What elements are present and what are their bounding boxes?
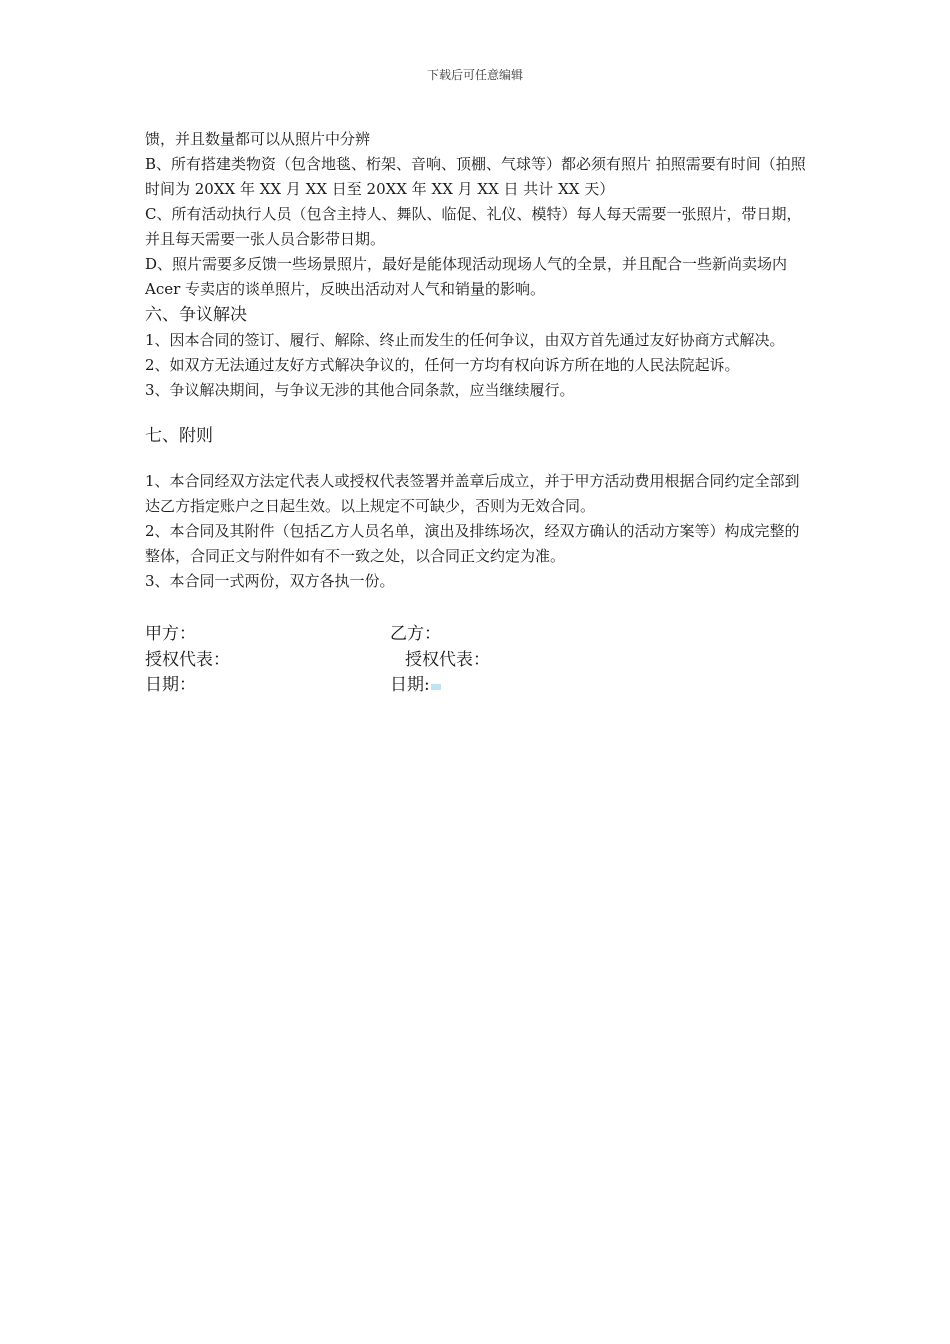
page-header: 下载后可任意编辑 xyxy=(426,68,523,82)
dispute-item-3: 3、争议解决期间，与争议无涉的其他合同条款，应当继续履行。 xyxy=(145,381,575,399)
text-cursor-highlight xyxy=(431,684,441,690)
paragraph-b: B、所有搭建类物资（包含地毯、桁架、音响、顶棚、气球等）都必须有照片 拍照需要有时间（拍照时间为 20XX 年 XX 月 XX 日至 20XX 年 XX 月 XX 日 共计 XX 天） xyxy=(145,155,806,198)
section-title-dispute: 六、争议解决 xyxy=(145,305,247,325)
dispute-item-2: 2、如双方无法通过友好方式解决争议的，任何一方均有权向诉方所在地的人民法院起诉。 xyxy=(145,356,740,374)
party-a-date-label: 日期： xyxy=(145,675,196,695)
signature-block xyxy=(145,622,645,699)
signature-row-party xyxy=(145,622,645,648)
paragraph-d: D、照片需要多反馈一些场景照片，最好是能体现活动现场人气的全景，并且配合一些新尚卖场内 Acer 专卖店的谈单照片，反映出活动对人气和销量的影响。 xyxy=(145,255,788,298)
party-b-label: 乙方： xyxy=(390,624,441,644)
document-body xyxy=(145,127,810,594)
party-a-rep-label: 授权代表： xyxy=(145,649,230,670)
appendix-item-1: 1、本合同经双方法定代表人或授权代表签署并盖章后成立，并于甲方活动费用根据合同约定全部到达乙方指定账户之日起生效。以上规定不可缺少，否则为无效合同。 xyxy=(145,472,800,515)
paragraph-c: C、所有活动执行人员（包含主持人、舞队、临促、礼仪、模特）每人每天需要一张照片，带日期，并且每天需要一张人员合影带日期。 xyxy=(145,205,802,248)
appendix-item-2: 2、本合同及其附件（包括乙方人员名单，演出及排练场次，经双方确认的活动方案等）构成完整的整体，合同正文与附件如有不一致之处，以合同正文约定为准。 xyxy=(145,522,800,565)
paragraph: 馈，并且数量都可以从照片中分辨 xyxy=(145,130,371,148)
signature-row-date xyxy=(145,673,645,699)
section-title-appendix: 七、附则 xyxy=(145,426,213,446)
signature-row-rep xyxy=(145,648,645,674)
party-a-label: 甲方： xyxy=(145,624,196,644)
appendix-item-3: 3、本合同一式两份，双方各执一份。 xyxy=(145,572,395,590)
dispute-item-1: 1、因本合同的签订、履行、解除、终止而发生的任何争议，由双方首先通过友好协商方式解决。 xyxy=(145,331,785,349)
party-b-date xyxy=(390,673,441,699)
party-b-date-label: 日期: xyxy=(390,675,430,695)
party-b-rep-label: 授权代表： xyxy=(405,649,490,670)
